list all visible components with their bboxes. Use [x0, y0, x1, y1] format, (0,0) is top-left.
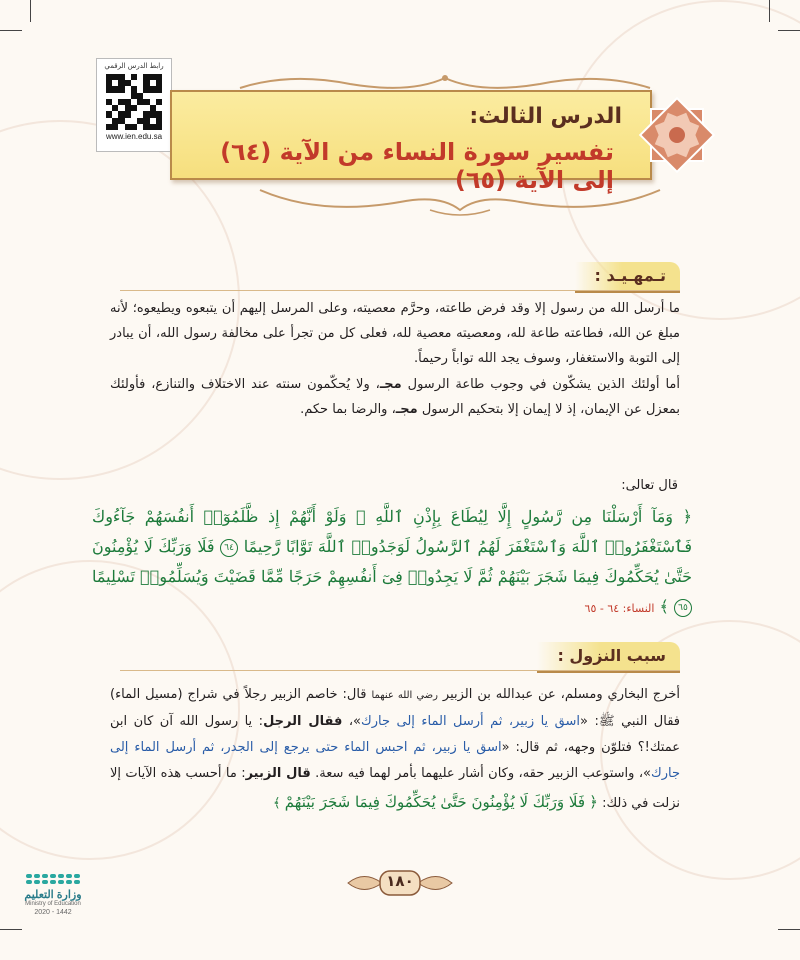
ayah-number-65: ٦٥: [674, 599, 692, 617]
hadith-quote-1: اسق يا زبير، ثم أرسل الماء إلى جارك: [361, 714, 581, 729]
saw-mark: مجـ: [395, 402, 418, 417]
asbab-text: : يا رسول الله آن كان ابن عمتك!؟ فتلوّن وجهه، ثم قال: «: [110, 714, 680, 755]
ministry-logo-icon: [18, 874, 88, 884]
qr-url[interactable]: www.ien.edu.sa: [105, 132, 163, 141]
qr-code-icon[interactable]: [106, 74, 162, 130]
crop-mark: [778, 929, 800, 930]
ministry-name-ar: وزارة التعليم: [24, 889, 82, 901]
intro-paragraph-1: ما أرسل الله من رسول إلا وقد فرض طاعته، وحرَّم معصيته، وعلى المرسل إليهم أن يتبعوه ويطيعوه؛ لأنه مبلغ عن الله، فطاعته طاعة لله، ومعصيته معصية لله، فعلى كل من تجرأ على مخالفة رسول الله، أن يبادر إلى التوبة والاستغفار، وسوف يجد الله تواباً رحيماً.: [110, 301, 680, 366]
quote-bracket-close: ﴾: [273, 796, 281, 811]
quran-intro: قال تعالى:: [621, 478, 678, 493]
crop-mark: [778, 30, 800, 31]
saw-mark: مجـ: [379, 377, 402, 392]
asbab-text: »،: [342, 714, 362, 729]
asbab-text: »، واستوعب الزبير حقه، وكان أشار عليهما بأمر لهما فيه سعة.: [310, 766, 651, 781]
radi-anhuma: رضي الله عنهما: [371, 690, 438, 701]
asbab-text: : ما أحسب هذه الآيات إلا نزلت في ذلك:: [110, 766, 680, 811]
qr-label: رابط الدرس الرقمي: [104, 62, 164, 70]
hadith-quote-2: اسق يا زبير، ثم احبس الماء حتى يرجع إلى الجدر، ثم أرسل الماء إلى جارك: [110, 740, 680, 781]
ayah-number-64: ٦٤: [220, 539, 238, 557]
ministry-name-en: Ministry of Education: [25, 901, 81, 907]
p2-text: أما أولئك الذين يشكّون في وجوب طاعة الرسول: [407, 377, 680, 392]
verse-reference: النساء: ٦٤ - ٦٥: [584, 602, 655, 615]
honorific-saw: ﷺ: [598, 714, 615, 729]
zubair-label: قال الزبير: [245, 766, 311, 781]
asbab-text: أخرج البخاري ومسلم، عن عبدالله بن الزبير: [442, 687, 680, 702]
p2-text: ، ولا يُحكّمون سنته عند الاختلاف والتنازع، فأولئك بمعزل عن الإيمان، إذ لا إيمان إلا بتحكيم الرسول: [110, 377, 680, 417]
asbab-text: : «: [580, 714, 599, 729]
asbab-paragraph: [110, 682, 680, 817]
lesson-title-banner: [170, 90, 652, 194]
asbab-divider: [120, 670, 680, 671]
crop-mark: [0, 30, 22, 31]
intro-heading: تـمهـيـد :: [575, 262, 680, 293]
asbab-text: قال: خاصم الزبير رجلاً في شراج (مسيل الماء) فقال النبي: [110, 687, 681, 729]
page-number: ١٨٠: [386, 872, 414, 890]
crop-mark: [0, 929, 22, 930]
quote-bracket-open: ﴿: [589, 793, 598, 811]
asbab-quran-quote: فَلَا وَرَبِّكَ لَا يُؤْمِنُونَ حَتَّىٰ يُحَكِّمُوكَ فِيمَا شَجَرَ بَيْنَهُمْ: [284, 793, 585, 811]
lesson-title: تفسير سورة النساء من الآية (٦٤) إلى الآية (٦٥): [220, 138, 614, 194]
intro-paragraph-2: [110, 372, 680, 422]
quran-verses: [92, 502, 692, 624]
verse-65: فَلَا وَرَبِّكَ لَا يُؤْمِنُونَ حَتَّىٰ يُحَكِّمُوكَ فِيمَا شَجَرَ بَيْنَهُمْ ثُمَّ لَا يَجِدُوا۟ فِىٓ أَنفُسِهِمْ حَرَجًا مِّمَّا قَضَيْتَ وَيُسَلِّمُوا۟ تَسْلِيمًا: [92, 537, 692, 586]
crop-mark: [30, 0, 31, 22]
intro-divider: [120, 290, 680, 291]
star-emblem-icon: [638, 96, 716, 174]
verse-64: وَمَآ أَرْسَلْنَا مِن رَّسُولٍ إِلَّا لِيُطَاعَ بِإِذْنِ ٱللَّهِ ۚ وَلَوْ أَنَّهُمْ إِذ ظَّلَمُوٓا۟ أَنفُسَهُمْ جَآءُوكَ فَٱسْتَغْفَرُوا۟ ٱللَّهَ وَٱسْتَغْفَرَ لَهُمُ ٱلرَّسُولُ لَوَجَدُوا۟ ٱللَّهَ تَوَّابًا رَّحِيمًا: [92, 507, 693, 556]
man-label: فقال الرجل: [263, 714, 343, 729]
lesson-label: الدرس الثالث:: [469, 104, 622, 129]
ornate-bracket-open: ﴿: [682, 507, 693, 526]
asbab-heading: سبب النزول :: [537, 642, 680, 673]
ornate-bracket-close: ﴾: [659, 597, 669, 616]
crop-mark: [769, 0, 770, 22]
p2-text: ، والرضا بما حكم.: [300, 402, 396, 417]
qr-code-box[interactable]: [96, 58, 172, 152]
edition-year: 2020 - 1442: [34, 909, 72, 916]
ministry-logo: [18, 874, 88, 916]
bottom-ornament-icon: [240, 180, 680, 220]
